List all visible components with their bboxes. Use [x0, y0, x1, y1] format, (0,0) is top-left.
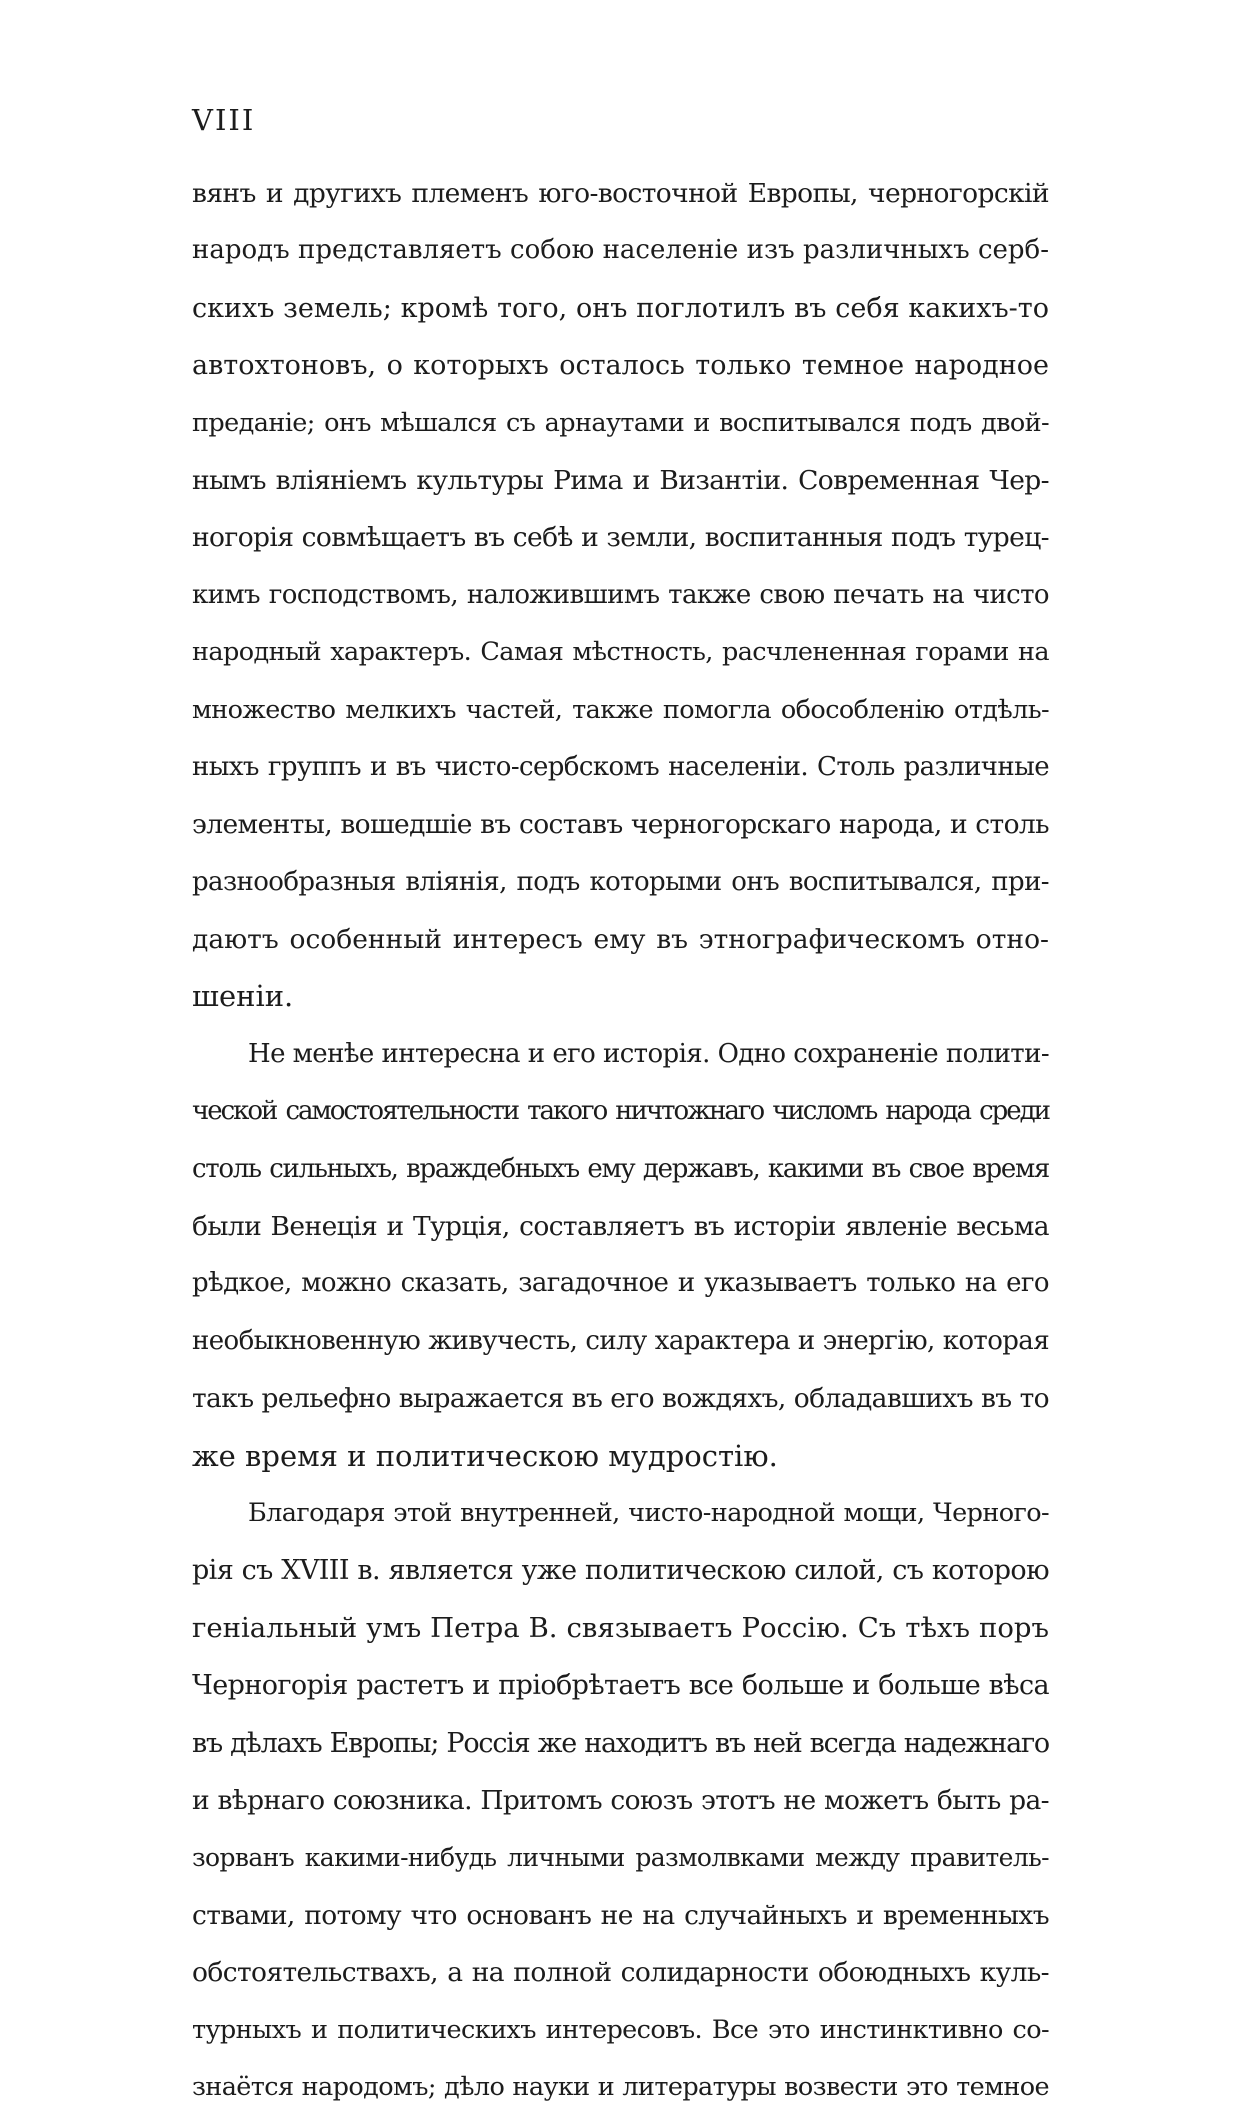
text-line: геніальный умъ Петра В. связываетъ Россію. Съ тѣхъ поръ [192, 1611, 1049, 1644]
text-line: же время и политическою мудростію. [192, 1438, 778, 1473]
page-number: VIII [192, 103, 256, 137]
text-line: такъ рельефно выражается въ его вождяхъ, обладавшихъ въ то [192, 1383, 1049, 1415]
text-line: обстоятельствахъ, а на полной солидарности обоюдныхъ куль- [192, 1957, 1049, 1989]
text-line: рѣдкое, можно сказать, загадочное и указываетъ только на его [192, 1268, 1049, 1299]
text-line: рія съ XVIII в. является уже политическою силой, съ которою [192, 1555, 1049, 1587]
body-text [192, 165, 1049, 2116]
text-line: знаётся народомъ; дѣло науки и литературы возвести это темное [192, 2071, 1049, 2102]
text-line: были Венеція и Турція, составляетъ въ исторіи явленіе весьма [192, 1211, 1049, 1243]
text-line: ствами, потому что основанъ не на случайныхъ и временныхъ [192, 1899, 1049, 1931]
text-line: разнообразныя вліянія, подъ которыми онъ воспитывался, при- [192, 866, 1049, 897]
text-line: кимъ господствомъ, наложившимъ также свою печать на чисто [192, 579, 1049, 610]
text-line: Черногорія растетъ и пріобрѣтаетъ все больше и больше вѣса [192, 1670, 1049, 1702]
text-line: множество мелкихъ частей, также помогла обособленію отдѣль- [192, 694, 1049, 725]
text-line: элементы, вошедшіе въ составъ черногорскаго народа, и столь [192, 809, 1049, 841]
text-line: даютъ особенный интересъ ему въ этнографическомъ отно- [192, 924, 1049, 956]
text-line: столь сильныхъ, враждебныхъ ему державъ, какими въ свое время [192, 1153, 1049, 1184]
text-line: турныхъ и политическихъ интересовъ. Все это инстинктивно со- [192, 2014, 1049, 2045]
paragraph-start-line: Не менѣе интересна и его исторія. Одно сохраненіе полити- [248, 1038, 1049, 1069]
text-line: народный характеръ. Самая мѣстность, расчлененная горами на [192, 637, 1049, 668]
text-line: ныхъ группъ и въ чисто-сербскомъ населеніи. Столь различные [192, 751, 1049, 782]
text-line: нымъ вліяніемъ культуры Рима и Византіи. Современная Чер- [192, 464, 1049, 496]
text-line: народъ представляетъ собою населеніе изъ различныхъ серб- [192, 235, 1049, 266]
text-line: автохтоновъ, о которыхъ осталось только темное народное [192, 350, 1049, 382]
text-line: преданіе; онъ мѣшался съ арнаутами и воспитывался подъ двой- [192, 407, 1049, 438]
text-line: въ дѣлахъ Европы; Россія же находитъ въ ней всегда надежнаго [192, 1727, 1049, 1759]
text-line: и вѣрнаго союзника. Притомъ союзъ этотъ не можетъ быть ра- [192, 1784, 1049, 1816]
text-line: необыкновенную живучесть, силу характера и энергію, которая [192, 1325, 1049, 1356]
text-line: ческой самостоятельности такого ничтожнаго числомъ народа среди [192, 1096, 1049, 1127]
paragraph-start-line: Благодаря этой внутренней, чисто-народной мощи, Черного- [248, 1497, 1049, 1528]
text-line: вянъ и другихъ племенъ юго-восточной Европы, черногорскій [192, 178, 1049, 209]
text-line: зорванъ какими-нибудь личными размолвками между правитель- [192, 1843, 1049, 1873]
text-line: скихъ земель; кромѣ того, онъ поглотилъ въ себя какихъ-то [192, 292, 1049, 324]
text-line: шеніи. [192, 979, 294, 1014]
text-line: ногорія совмѣщаетъ въ себѣ и земли, воспитанныя подъ турец- [192, 522, 1049, 554]
